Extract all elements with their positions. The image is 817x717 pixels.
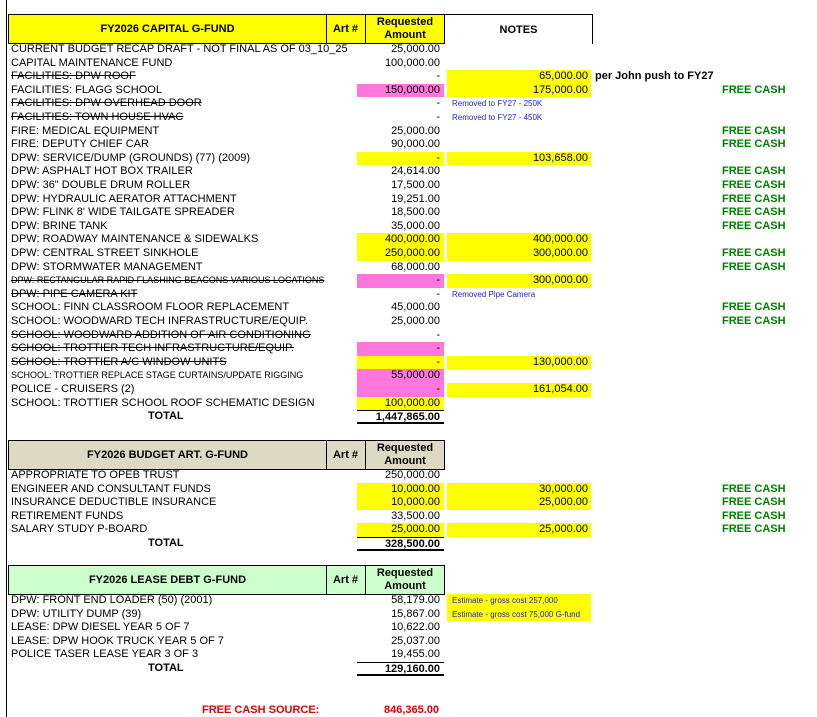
table-row [0, 510, 817, 524]
free-cash-label: FREE CASH [722, 219, 786, 232]
line-item-description: FACILITIES: FLAGG SCHOOL [11, 83, 162, 96]
requested-amount: 55,000.00 [357, 369, 444, 383]
free-cash-label: FREE CASH [722, 301, 786, 314]
note-cell: 400,000.00 [447, 233, 591, 247]
line-item-description: FACILITIES: TOWN HOUSE HVAC [11, 111, 184, 123]
table-row [0, 111, 817, 125]
line-item-description: DPW: RECTANGULAR RAPID FLASHING BEACONS VARIOUS LOCATIONS [11, 275, 325, 286]
line-item-description: APPROPRIATE TO OPEB TRUST [11, 469, 180, 481]
requested-amount: - [357, 274, 444, 288]
note-cell: 161,054.00 [447, 383, 591, 397]
requested-amount: 100,000.00 [384, 56, 440, 69]
requested-amount: - [436, 70, 440, 83]
section-header [8, 14, 445, 44]
free-cash-source-value: 846,365.00 [384, 704, 440, 716]
section-title: FY2026 CAPITAL G-FUND [9, 15, 327, 43]
free-cash-label: FREE CASH [722, 482, 786, 495]
requested-amount: 250,000.00 [357, 247, 444, 261]
line-item-description: DPW: 36" DOUBLE DRUM ROLLER [11, 179, 191, 191]
free-cash-label: FREE CASH [722, 509, 786, 522]
table-row [0, 84, 817, 98]
requested-amount: - [436, 287, 440, 300]
requested-amount: 10,000.00 [357, 496, 444, 510]
free-cash-label: FREE CASH [722, 523, 786, 536]
note-cell: 25,000.00 [447, 523, 591, 537]
requested-amount: 19,251.00 [391, 192, 440, 205]
line-item-description: FIRE: DEPUTY CHIEF CAR [11, 138, 149, 151]
table-row [0, 469, 817, 483]
requested-amount: 100,000.00 [357, 397, 444, 411]
line-item-description: FIRE: MEDICAL EQUIPMENT [11, 124, 160, 137]
line-item-description: SCHOOL: FINN CLASSROOM FLOOR REPLACEMENT [11, 301, 290, 314]
requested-amount: - [357, 152, 444, 166]
table-row [0, 648, 817, 662]
requested-amount: 24,614.00 [391, 165, 440, 178]
line-item-description: DPW: BRINE TANK [11, 219, 108, 232]
total-label: TOTAL [148, 410, 184, 423]
section-title: FY2026 LEASE DEBT G-FUND [9, 566, 327, 594]
table-row [0, 220, 817, 234]
requested-amount: - [436, 328, 440, 341]
total-label: TOTAL [148, 537, 184, 549]
table-row [0, 410, 817, 424]
line-item-description: LEASE: DPW HOOK TRUCK YEAR 5 OF 7 [11, 634, 224, 647]
free-cash-label: FREE CASH [722, 179, 786, 191]
table-row [0, 179, 817, 193]
art-number-header: Art # [326, 441, 366, 469]
requested-amount: 45,000.00 [391, 301, 440, 314]
line-item-description: LEASE: DPW DIESEL YEAR 5 OF 7 [11, 621, 190, 634]
requested-amount: - [357, 342, 444, 356]
free-cash-label: FREE CASH [722, 192, 786, 205]
note-cell: Removed to FY27 - 250K [452, 99, 543, 109]
table-row [0, 315, 817, 329]
table-row [0, 97, 817, 111]
table-row [0, 125, 817, 139]
table-row [0, 621, 817, 635]
free-cash-label: FREE CASH [722, 206, 786, 219]
requested-amount: 25,000.00 [391, 43, 440, 55]
line-item-description: DPW: CENTRAL STREET SINKHOLE [11, 247, 199, 259]
requested-amount: 25,000.00 [357, 523, 444, 537]
table-row [0, 288, 817, 302]
line-item-description: DPW: FLINK 8' WIDE TAILGATE SPREADER [11, 206, 235, 219]
free-cash-label: FREE CASH [722, 124, 786, 137]
note-cell: Removed Pipe Camera [452, 289, 536, 299]
requested-amount: 58,179.00 [391, 594, 440, 606]
line-item-description: INSURANCE DEDUCTIBLE INSURANCE [11, 496, 217, 509]
note-comment: per John push to FY27 [595, 70, 714, 83]
line-item-description: DPW: STORMWATER MANAGEMENT [11, 260, 203, 273]
requested-amount-header: Requested Amount [376, 16, 434, 41]
line-item-description: SCHOOL: TROTTIER A/C WINDOW UNITS [11, 355, 227, 368]
line-item-description: DPW: ASPHALT HOT BOX TRAILER [11, 165, 193, 178]
section-title: FY2026 BUDGET ART. G-FUND [9, 441, 327, 469]
total-amount: 1,447,865.00 [357, 410, 444, 424]
line-item-description: ENGINEER AND CONSULTANT FUNDS [11, 482, 211, 495]
requested-amount: 17,500.00 [391, 179, 440, 191]
requested-amount: - [436, 111, 440, 123]
requested-amount: 10,622.00 [391, 621, 440, 634]
note-cell: 300,000.00 [447, 247, 591, 261]
requested-amount: - [436, 97, 440, 110]
table-row [0, 483, 817, 497]
table-row [0, 261, 817, 275]
table-row [0, 193, 817, 207]
art-number-header: Art # [326, 566, 366, 594]
free-cash-label: FREE CASH [722, 83, 786, 96]
requested-amount: 90,000.00 [391, 138, 440, 151]
table-row [0, 57, 817, 71]
line-item-description: CAPITAL MAINTENANCE FUND [11, 56, 173, 69]
notes-header: NOTES [445, 14, 593, 44]
table-row [0, 537, 817, 551]
requested-amount: 25,000.00 [391, 315, 440, 327]
total-amount: 328,500.00 [357, 537, 444, 551]
table-row [0, 138, 817, 152]
requested-amount: 33,500.00 [391, 509, 440, 522]
table-row [0, 397, 817, 411]
requested-amount: 35,000.00 [391, 219, 440, 232]
free-cash-label: FREE CASH [722, 247, 786, 259]
requested-amount: - [357, 383, 444, 397]
free-cash-label: FREE CASH [722, 260, 786, 273]
note-cell: Estimate - gross cost 75,000 G-fund [447, 608, 591, 622]
requested-amount: 10,000.00 [357, 483, 444, 497]
line-item-description: DPW: UTILITY DUMP (39) [11, 607, 142, 620]
table-row [0, 165, 817, 179]
table-row [0, 608, 817, 622]
note-cell: 103,658.00 [447, 152, 591, 166]
line-item-description: RETIREMENT FUNDS [11, 509, 124, 522]
requested-amount: 25,000.00 [391, 124, 440, 137]
free-cash-label: FREE CASH [722, 315, 786, 327]
line-item-description: DPW: FRONT END LOADER (50) (2001) [11, 594, 213, 606]
table-row [0, 523, 817, 537]
requested-amount: 19,455.00 [391, 648, 440, 661]
note-cell: Estimate - gross cost 257,000 [447, 594, 591, 608]
note-cell: 175,000.00 [447, 84, 591, 98]
table-row [0, 369, 817, 383]
art-number-header: Art # [326, 15, 366, 43]
note-cell: 300,000.00 [447, 274, 591, 288]
requested-amount: 18,500.00 [391, 206, 440, 219]
note-cell: 30,000.00 [447, 483, 591, 497]
line-item-description: POLICE - CRUISERS (2) [11, 383, 135, 395]
table-row [0, 594, 817, 608]
table-row [0, 329, 817, 343]
free-cash-label: FREE CASH [722, 138, 786, 151]
requested-amount: - [357, 356, 444, 370]
line-item-description: SCHOOL: TROTTIER REPLACE STAGE CURTAINS/UPDATE RIGGING [11, 370, 304, 381]
line-item-description: POLICE TASER LEASE YEAR 3 OF 3 [11, 648, 199, 661]
line-item-description: DPW: PIPE CAMERA KIT [11, 287, 138, 300]
line-item-description: DPW: ROADWAY MAINTENANCE & SIDEWALKS [11, 233, 259, 246]
free-cash-source-label: FREE CASH SOURCE: [202, 704, 320, 716]
line-item-description: DPW: HYDRAULIC AERATOR ATTACHMENT [11, 192, 237, 205]
line-item-description: FACILITIES: DPW OVERHEAD DOOR [11, 97, 202, 110]
table-row [0, 342, 817, 356]
table-row [0, 496, 817, 510]
free-cash-label: FREE CASH [722, 496, 786, 509]
table-row [0, 301, 817, 315]
table-row [0, 662, 817, 676]
table-row [0, 383, 817, 397]
table-row [0, 152, 817, 166]
line-item-description: FACILITIES: DPW ROOF [11, 70, 136, 83]
note-cell: 25,000.00 [447, 496, 591, 510]
table-row [0, 247, 817, 261]
section-header [8, 565, 445, 595]
note-cell: 130,000.00 [447, 356, 591, 370]
line-item-description: SALARY STUDY P-BOARD [11, 523, 148, 536]
requested-amount: 15,867.00 [391, 607, 440, 620]
requested-amount: 150,000.00 [357, 84, 444, 98]
requested-amount: 400,000.00 [357, 233, 444, 247]
requested-amount-header: Requested Amount [376, 567, 434, 592]
table-row [0, 635, 817, 649]
table-row [0, 356, 817, 370]
requested-amount: 250,000.00 [384, 469, 440, 481]
line-item-description: SCHOOL: WOODWARD ADDITION OF AIR CONDITIONING [11, 328, 311, 341]
section-header [8, 440, 445, 470]
free-cash-label: FREE CASH [722, 165, 786, 178]
line-item-description: SCHOOL: WOODWARD TECH INFRASTRUCTURE/EQUIP. [11, 315, 308, 327]
line-item-description: SCHOOL: TROTTIER SCHOOL ROOF SCHEMATIC DESIGN [11, 396, 315, 409]
line-item-description: SCHOOL: TROTTIER TECH INFRASTRUCTURE/EQUIP. [11, 342, 294, 355]
table-row [0, 233, 817, 247]
requested-amount: 68,000.00 [391, 260, 440, 273]
table-row [0, 43, 817, 57]
note-cell: 65,000.00 [447, 70, 591, 84]
requested-amount: 25,037.00 [391, 634, 440, 647]
table-row [0, 274, 817, 288]
table-row [0, 70, 817, 84]
line-item-description: DPW: SERVICE/DUMP (GROUNDS) (77) (2009) [11, 151, 250, 164]
note-cell: Removed to FY27 - 450K [452, 113, 543, 122]
requested-amount-header: Requested Amount [376, 442, 434, 467]
total-label: TOTAL [148, 662, 184, 674]
line-item-description: CURRENT BUDGET RECAP DRAFT - NOT FINAL AS OF 03_10_25 [11, 43, 348, 55]
table-row [0, 206, 817, 220]
total-amount: 129,160.00 [357, 662, 444, 676]
